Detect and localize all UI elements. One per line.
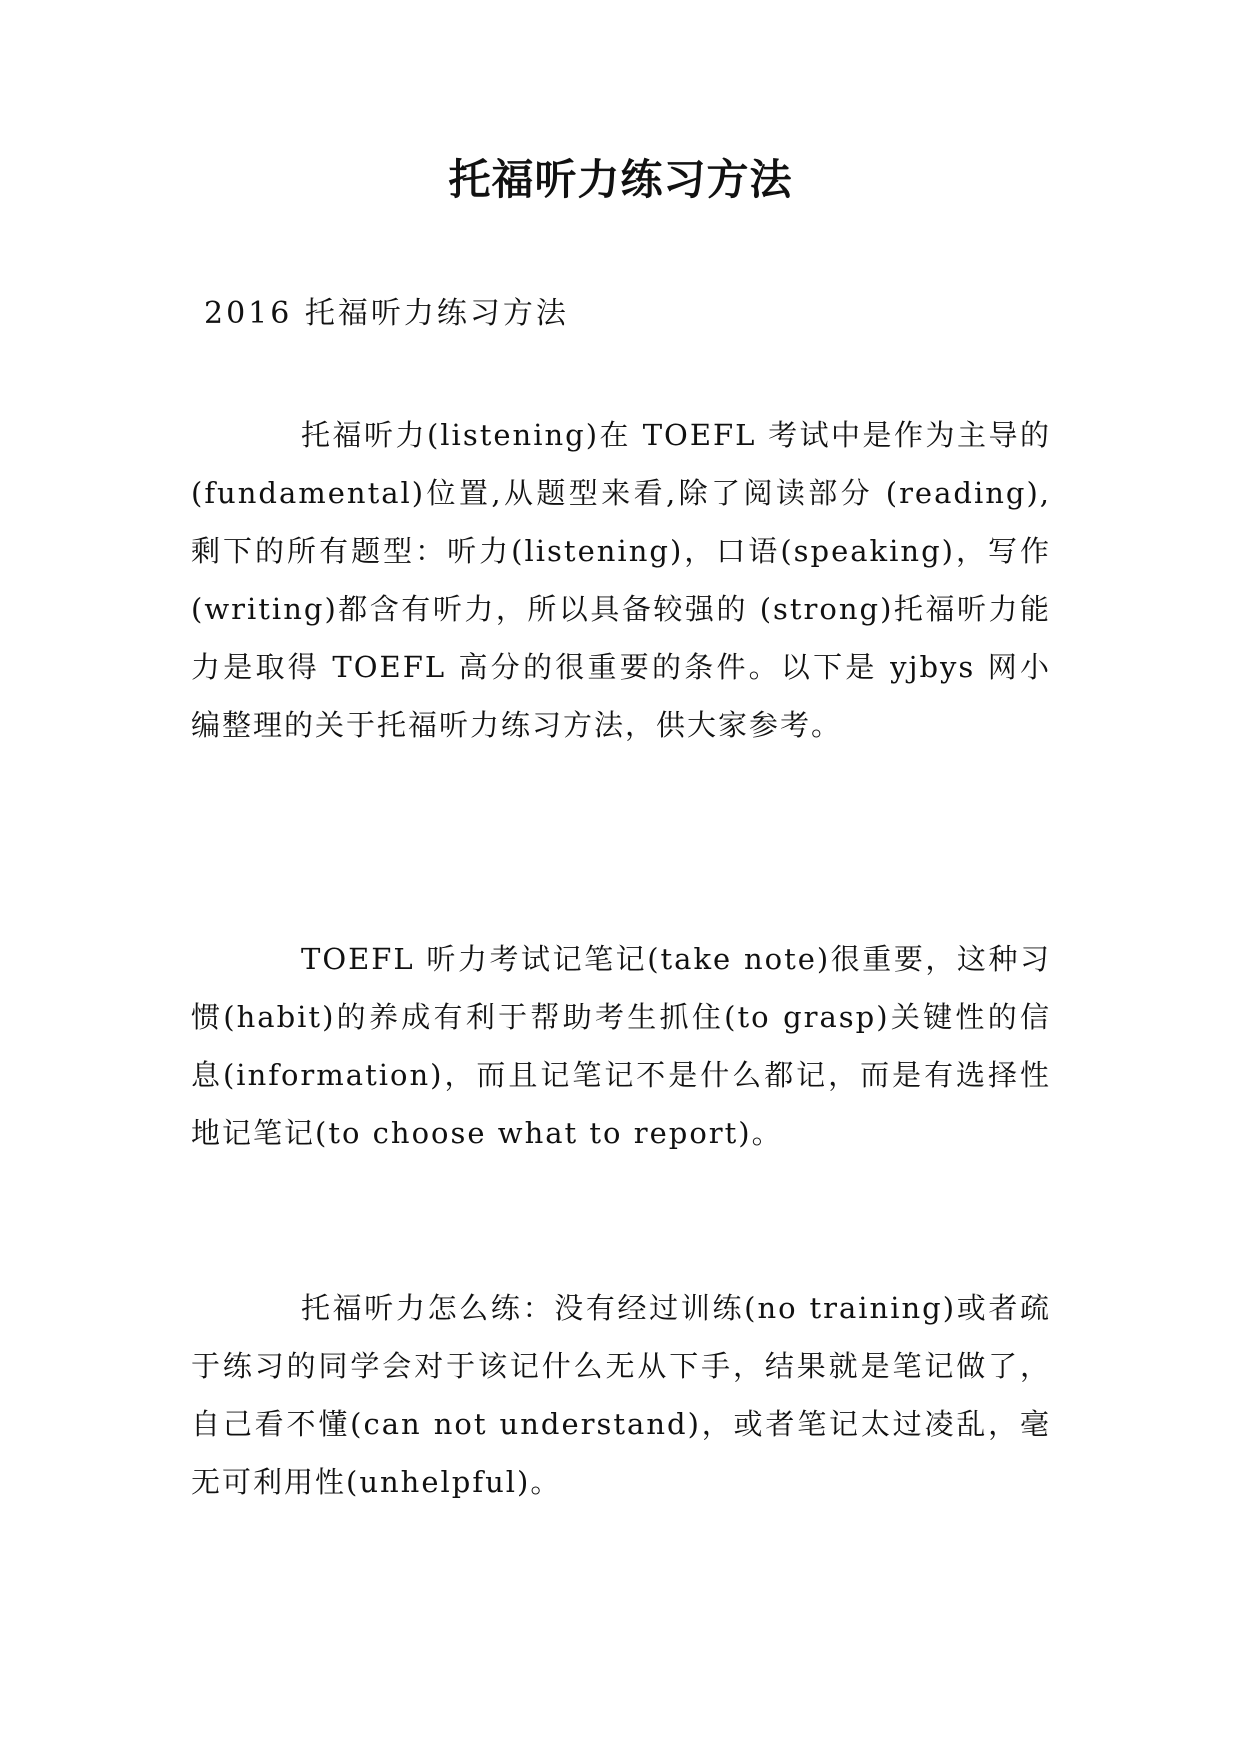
paragraph-note-taking: TOEFL 听力考试记笔记(take note)很重要，这种习惯(habit)的养成有利于帮助考生抓住(to grasp)关键性的信息(information)，而且记笔记不是什么都记，而是有选择性地记笔记(to choose what to report)。 [191, 942, 1051, 1150]
document-subtitle: 2016 托福听力练习方法 [204, 296, 569, 331]
document-title: 托福听力练习方法 [448, 155, 793, 204]
paragraph-how-to-practice: 托福听力怎么练：没有经过训练(no training)或者疏于练习的同学会对于该记什么无从下手，结果就是笔记做了，自己看不懂(can not understand)，或者笔记太过凌乱，毫无可利用性(unhelpful)。 [191, 1291, 1051, 1499]
paragraph-intro: 托福听力(listening)在 TOEFL 考试中是作为主导的(fundamental)位置,从题型来看,除了阅读部分 (reading),剩下的所有题型：听力(listening)，口语(speaking)，写作(writing)都含有听力，所以具备较强的 (strong)托福听力能力是取得 TOEFL 高分的很重要的条件。以下是 yjbys 网小编整理的关于托福听力练习方法，供大家参考。 [191, 418, 1051, 742]
